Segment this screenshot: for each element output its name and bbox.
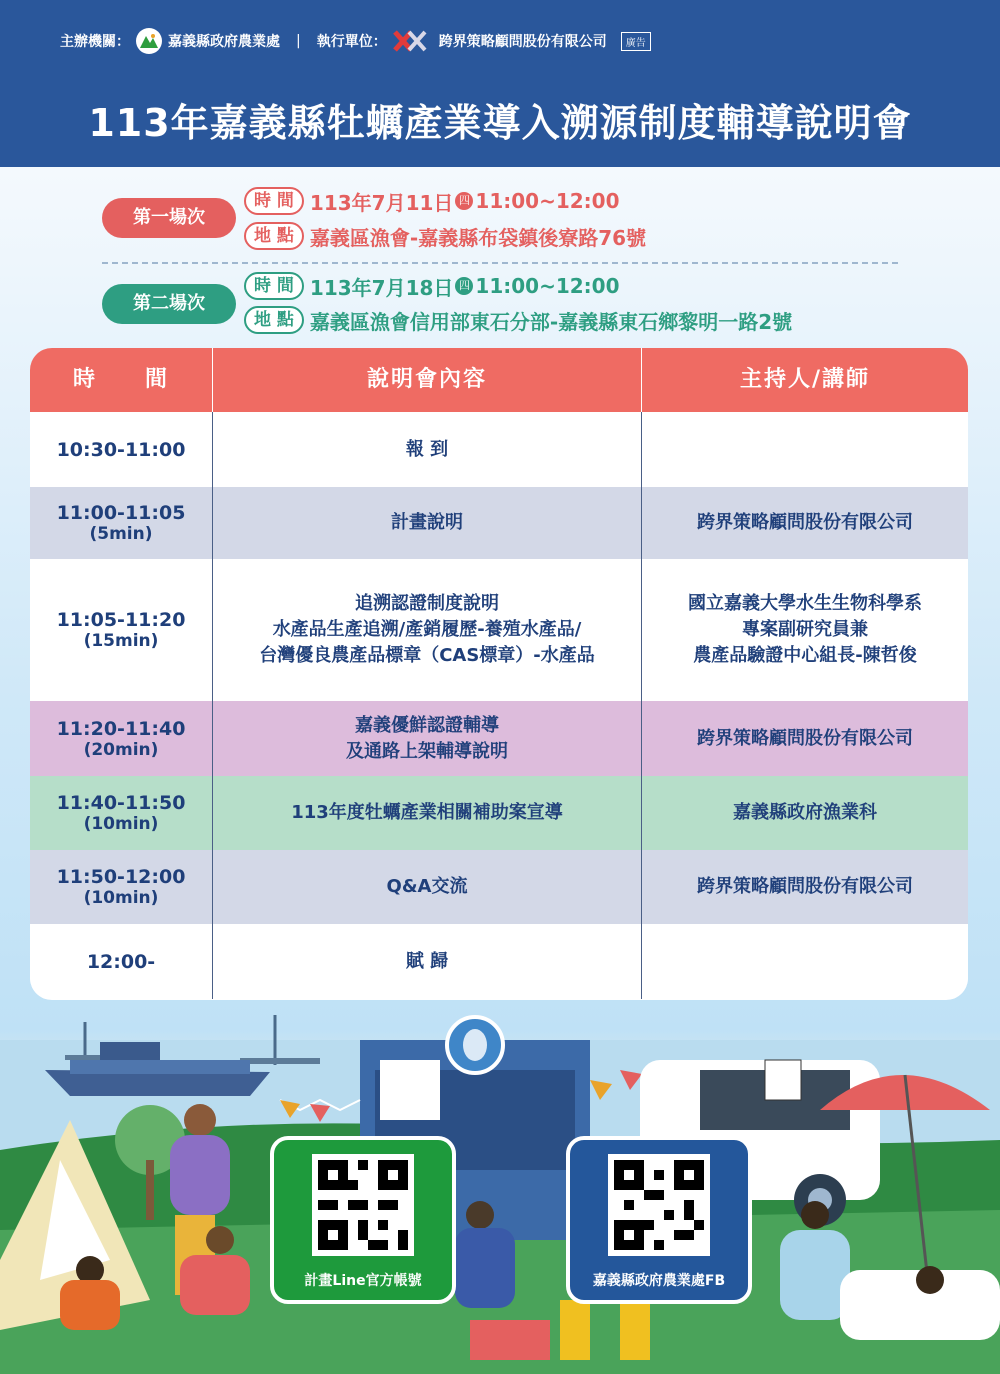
host-cell bbox=[641, 776, 968, 850]
session-2-place-tag: 地 點 bbox=[244, 306, 304, 334]
session-1-time-tag: 時 間 bbox=[244, 187, 304, 215]
header-time: 時 間 bbox=[72, 367, 169, 392]
session-2-label: 第二場次 bbox=[102, 284, 236, 324]
time-range: 11:20-11:40 bbox=[56, 717, 186, 740]
time-cell bbox=[30, 924, 212, 999]
time-range: 11:00-11:05 bbox=[56, 502, 186, 524]
executor-label: 執行單位： bbox=[316, 34, 387, 50]
table-row bbox=[30, 924, 968, 999]
host-line: 跨界策略顧問股份有限公司 bbox=[697, 876, 913, 897]
time-duration: (10min) bbox=[83, 888, 159, 908]
oyster-festival-illustration bbox=[0, 1000, 1000, 1374]
time-range: 11:50-12:00 bbox=[56, 866, 186, 888]
session-1-address: 嘉義區漁會-嘉義縣布袋鎮後寮路76號 bbox=[309, 225, 647, 250]
host-cell bbox=[641, 487, 968, 559]
line-qr-label: 計畫Line官方帳號 bbox=[304, 1273, 422, 1289]
session-divider bbox=[102, 262, 898, 264]
session-1-label: 第一場次 bbox=[102, 198, 236, 238]
table-row bbox=[30, 850, 968, 924]
time-cell bbox=[30, 487, 212, 559]
content-cell bbox=[212, 487, 641, 559]
facebook-qr-code-icon[interactable] bbox=[608, 1154, 710, 1256]
time-duration: (10min) bbox=[83, 814, 159, 834]
content-cell bbox=[212, 701, 641, 776]
table-row bbox=[30, 412, 968, 487]
time-range: 10:30-11:00 bbox=[56, 438, 186, 461]
content-cell bbox=[212, 776, 641, 850]
header-host: 主持人/講師 bbox=[641, 348, 968, 412]
table-row bbox=[30, 776, 968, 850]
time-range: 11:40-11:50 bbox=[56, 792, 186, 814]
time-duration: (20min) bbox=[83, 739, 159, 760]
organizer-name: 嘉義縣政府農業處 bbox=[168, 34, 280, 50]
organizer-line bbox=[60, 28, 651, 54]
executor-name: 跨界策略顧問股份有限公司 bbox=[438, 34, 607, 50]
facebook-qr-card[interactable] bbox=[566, 1136, 752, 1304]
organizer-label: 主辦機關： bbox=[60, 34, 130, 50]
time-cell bbox=[30, 776, 212, 850]
time-range: 12:00- bbox=[86, 950, 156, 973]
content-cell bbox=[212, 850, 641, 924]
content-cell bbox=[212, 924, 641, 999]
session-2-weekday: 四 bbox=[455, 277, 473, 295]
time-duration: (5min) bbox=[89, 524, 153, 544]
host-line: 跨界策略顧問股份有限公司 bbox=[697, 727, 913, 749]
host-cell bbox=[641, 559, 968, 701]
content-cell bbox=[212, 412, 641, 487]
header-banner bbox=[0, 0, 1000, 167]
session-1-place-tag: 地 點 bbox=[244, 222, 304, 250]
session-1-hours: 11:00~12:00 bbox=[475, 189, 620, 213]
content-line: 嘉義優鮮認證輔導 bbox=[355, 714, 499, 736]
agriculture-dept-logo-icon bbox=[136, 28, 162, 54]
table-row bbox=[30, 487, 968, 559]
content-line: 報 到 bbox=[405, 438, 449, 460]
session-1-date: 113年7月11日 bbox=[309, 190, 454, 215]
table-row bbox=[30, 701, 968, 776]
host-cell bbox=[641, 850, 968, 924]
ad-badge: 廣告 bbox=[621, 32, 651, 51]
session-2-place bbox=[244, 305, 792, 335]
time-cell bbox=[30, 412, 212, 487]
content-line: 水產品生產追溯/產銷履歷-養殖水產品/ bbox=[272, 619, 582, 640]
header-separator: | bbox=[296, 33, 301, 49]
session-2-time-tag: 時 間 bbox=[244, 272, 304, 300]
content-line: Q&A交流 bbox=[386, 876, 468, 897]
line-qr-code-icon[interactable] bbox=[312, 1154, 414, 1256]
session-1-time bbox=[244, 186, 620, 216]
content-line: 賦 歸 bbox=[405, 950, 449, 972]
executor-logo-icon bbox=[393, 30, 433, 52]
host-line: 跨界策略顧問股份有限公司 bbox=[697, 512, 913, 533]
host-cell bbox=[641, 924, 968, 999]
session-2-address: 嘉義區漁會信用部東石分部-嘉義縣東石鄉黎明一路2號 bbox=[309, 309, 793, 334]
time-range: 11:05-11:20 bbox=[56, 609, 186, 631]
host-cell bbox=[641, 701, 968, 776]
content-line: 計畫說明 bbox=[391, 512, 463, 533]
schedule-table bbox=[30, 348, 968, 1000]
time-duration: (15min) bbox=[83, 631, 159, 651]
content-line: 及通路上架輔導說明 bbox=[346, 740, 508, 762]
time-cell bbox=[30, 701, 212, 776]
host-line: 國立嘉義大學水生生物科學系 bbox=[688, 593, 922, 614]
content-cell bbox=[212, 559, 641, 701]
session-1-weekday: 四 bbox=[455, 192, 473, 210]
host-cell bbox=[641, 412, 968, 487]
time-cell bbox=[30, 559, 212, 701]
table-row bbox=[30, 559, 968, 701]
page-title: 113年嘉義縣牡蠣產業導入溯源制度輔導說明會 bbox=[88, 101, 912, 145]
session-2-hours: 11:00~12:00 bbox=[475, 274, 620, 298]
content-line: 追溯認證制度說明 bbox=[355, 593, 499, 614]
host-line: 嘉義縣政府漁業科 bbox=[733, 802, 877, 823]
header-content: 說明會內容 bbox=[212, 348, 641, 412]
table-header-row bbox=[30, 348, 968, 412]
host-line: 專案副研究員兼 bbox=[742, 619, 868, 640]
session-1-place bbox=[244, 221, 646, 251]
facebook-qr-label: 嘉義縣政府農業處FB bbox=[592, 1273, 726, 1289]
time-cell bbox=[30, 850, 212, 924]
line-official-qr-card[interactable] bbox=[270, 1136, 456, 1304]
content-line: 台灣優良農產品標章（CAS標章）-水產品 bbox=[259, 645, 595, 666]
host-line: 農產品驗證中心組長-陳哲俊 bbox=[693, 645, 917, 666]
content-line: 113年度牡蠣產業相關補助案宣導 bbox=[291, 802, 563, 823]
session-2-date: 113年7月18日 bbox=[309, 275, 454, 300]
session-2-time bbox=[244, 271, 620, 301]
